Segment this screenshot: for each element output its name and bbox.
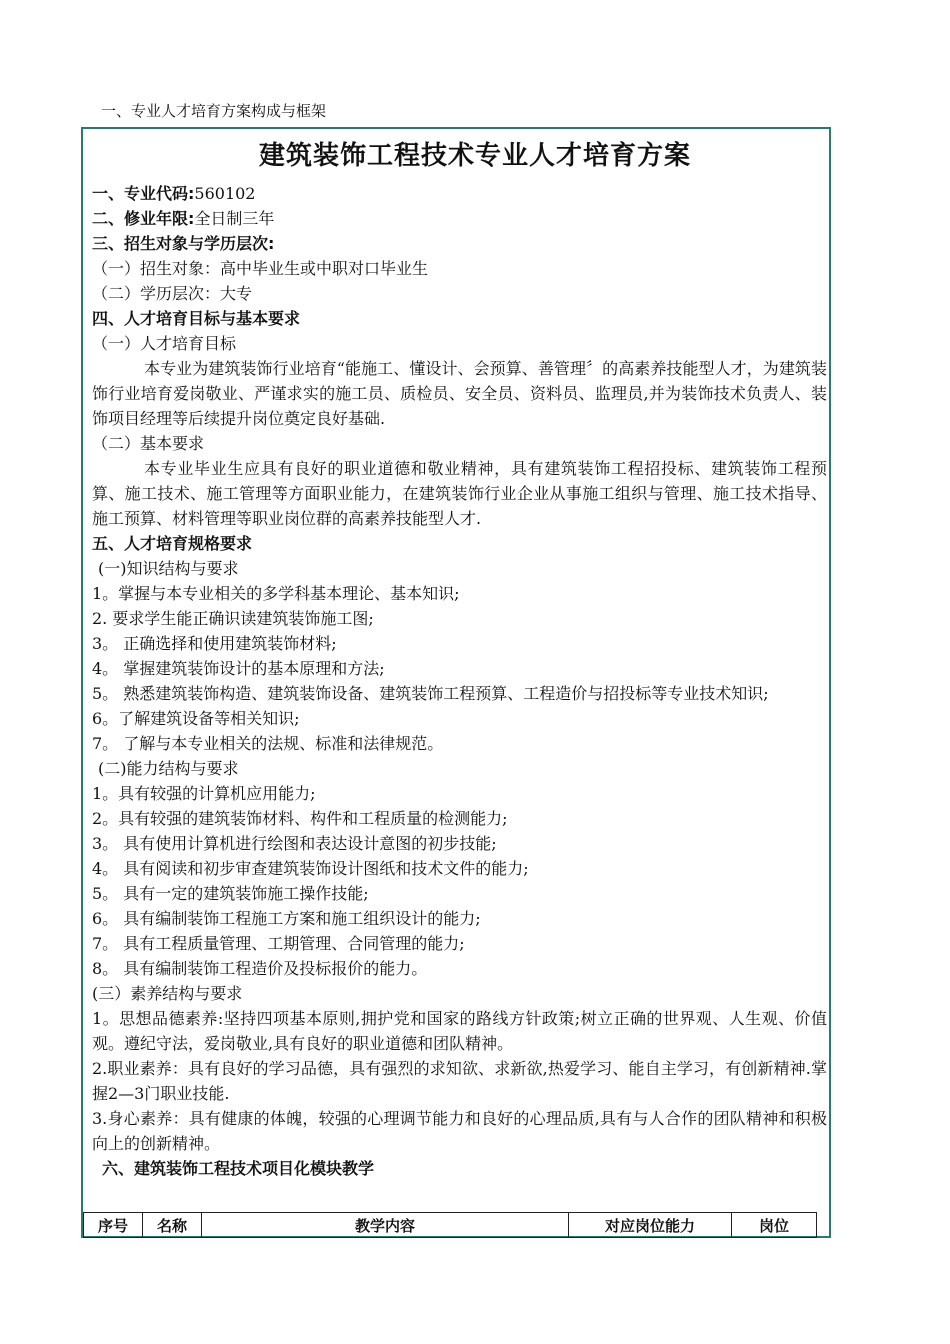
- ability-heading: (二)能力结构与要求: [98, 759, 239, 778]
- list-item: 7。 了解与本专业相关的法规、标准和法律规范。: [92, 734, 444, 753]
- spec-heading: 五、人才培育规格要求: [92, 534, 253, 553]
- requirements-subheading: （二）基本要求: [92, 434, 205, 453]
- requirements-paragraph: 本专业毕业生应具有良好的职业道德和敬业精神，具有建筑装饰工程招投标、建筑装饰工程预算、施工技术、施工管理等方面职业能力，在建筑装饰行业企业从事施工组织与管理、施工技术指导、施工预算、材料管理等职业岗位群的高素养技能型人才.: [92, 459, 827, 528]
- list-item: 4。 具有阅读和初步审查建筑装饰设计图纸和技术文件的能力;: [92, 859, 529, 878]
- module-heading: 六、建筑装饰工程技术项目化模块教学: [102, 1159, 375, 1178]
- major-code-value: 560102: [194, 184, 256, 203]
- study-years-value: 全日制三年: [194, 209, 275, 228]
- list-item: 8。 具有编制装饰工程造价及投标报价的能力。: [92, 959, 428, 978]
- list-item: 2.职业素养：具有良好的学习品德，具有强烈的求知欲、求新欲,热爱学习、能自主学习，有创新精神.掌握2—3门职业技能.: [92, 1059, 827, 1103]
- list-item: 1。思想品德素养:坚持四项基本原则,拥护党和国家的路线方针政策;树立正确的世界观、人生观、价值观。遵纪守法，爱岗敬业,具有良好的职业道德和团队精神。: [92, 1009, 827, 1053]
- goal-subheading: （一）人才培育目标: [92, 334, 237, 353]
- table-header-cell: 对应岗位能力: [569, 1213, 732, 1238]
- knowledge-heading: (一)知识结构与要求: [98, 559, 239, 578]
- quality-heading: (三）素养结构与要求: [92, 984, 243, 1003]
- education-level: （二）学历层次：大专: [92, 284, 253, 303]
- study-years-line: [92, 206, 827, 231]
- table-header-cell: 教学内容: [202, 1213, 569, 1238]
- module-table: [83, 1212, 817, 1238]
- table-header-cell: 序号: [84, 1213, 143, 1238]
- table-header-cell: 名称: [143, 1213, 202, 1238]
- list-item: 3.身心素养：具有健康的体魄，较强的心理调节能力和良好的心理品质,具有与人合作的团队精神和积极向上的创新精神。: [92, 1109, 827, 1153]
- list-item: 1。具有较强的计算机应用能力;: [92, 784, 316, 803]
- goal-paragraph: 本专业为建筑装饰行业培育“能施工、懂设计、会预算、善管理〞的高素养技能型人才，为建筑装饰行业培育爱岗敬业、严谨求实的施工员、质检员、安全员、资料员、监理员,并为装饰技术负责人、装饰项目经理等后续提升岗位奠定良好基础.: [92, 359, 827, 428]
- enrollment-target: （一）招生对象：高中毕业生或中职对口毕业生: [92, 259, 429, 278]
- list-item: 5。 具有一定的建筑装饰施工操作技能;: [92, 884, 369, 903]
- table-header-cell: 岗位: [732, 1213, 817, 1238]
- list-item: 6。 具有编制装饰工程施工方案和施工组织设计的能力;: [92, 909, 481, 928]
- list-item: 7。 具有工程质量管理、工期管理、合同管理的能力;: [92, 934, 465, 953]
- list-item: 1。掌握与本专业相关的多学科基本理论、基本知识;: [92, 584, 460, 603]
- list-item: 2。具有较强的建筑装饰材料、构件和工程质量的检测能力;: [92, 809, 508, 828]
- enrollment-heading: 三、招生对象与学历层次:: [92, 234, 275, 253]
- list-item: 3。 具有使用计算机进行绘图和表达设计意图的初步技能;: [92, 834, 497, 853]
- study-years-label: 二、修业年限:: [92, 209, 195, 228]
- list-item: 4。 掌握建筑装饰设计的基本原理和方法;: [92, 659, 385, 678]
- page-title: 建筑装饰工程技术专业人才培育方案: [258, 141, 691, 171]
- list-item: 2. 要求学生能正确识读建筑装饰施工图;: [92, 609, 374, 628]
- document-body: [92, 181, 827, 1181]
- list-item: 3。 正确选择和使用建筑装饰材料;: [92, 634, 337, 653]
- major-code-label: 一、专业代码:: [92, 184, 195, 203]
- document-caption: 一、专业人才培育方案构成与框架: [101, 102, 327, 120]
- table-header-row: [84, 1213, 817, 1238]
- list-item: 5。 熟悉建筑装饰构造、建筑装饰设备、建筑装饰工程预算、工程造价与招投标等专业技术知识;: [92, 684, 769, 703]
- list-item: 6。了解建筑设备等相关知识;: [92, 709, 300, 728]
- goal-heading: 四、人才培育目标与基本要求: [92, 309, 301, 328]
- major-code-line: [92, 181, 827, 206]
